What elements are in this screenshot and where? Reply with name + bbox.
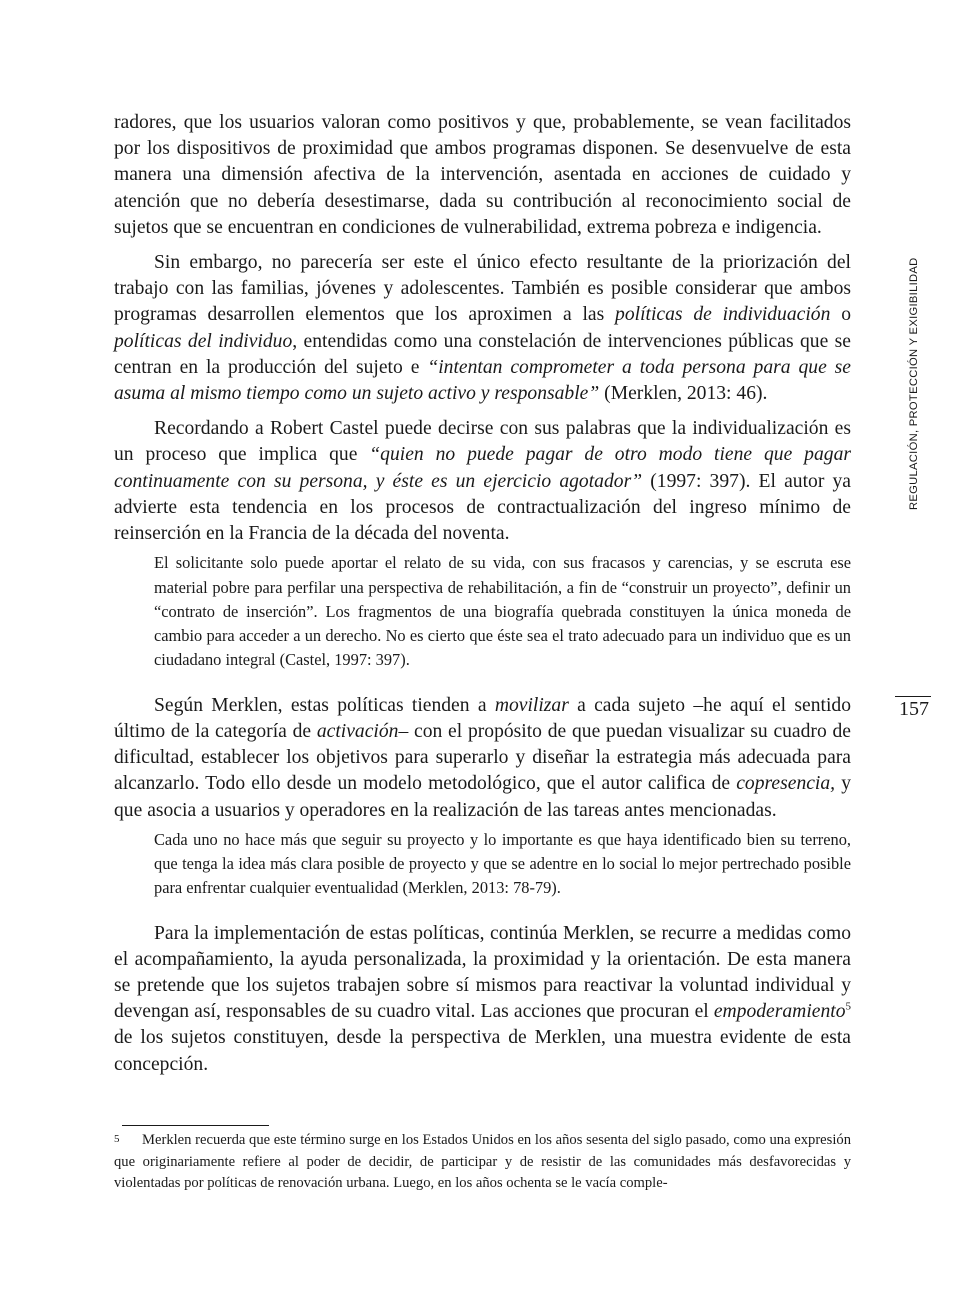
footnote-reference[interactable]: 5 — [845, 1000, 851, 1013]
block-quote-merklen: Cada uno no hace más que seguir su proyecto y lo importante es que haya identificado bien su terreno, que tenga la idea más clara posible de proyecto y que se adentre en lo social lo mejor pertrechado posible para enfrentar cualquier eventualidad (Merklen, 2013: 78-79). — [154, 829, 851, 898]
footnote-mark: 5 — [114, 1133, 120, 1145]
paragraph-4: Según Merklen, estas políticas tienden a movilizar a cada sujeto –he aquí el sentido último de la categoría de activación– con el propósito de que puedan visualizar su cuadro de dificultad, establecer los objetivos para superarlo y diseñar la estrategia más adecuada para alcanzarlo. Todo ello desde un modelo metodológico, que el autor califica de copresencia, y que asocia a usuarios y operadores en la realización de las tareas antes mencionadas. — [114, 694, 851, 821]
page-number: 157 — [899, 698, 929, 720]
italic-term: activación — [316, 720, 399, 742]
italic-quote: “quien no puede pagar de otro modo tiene que pagar continuamente con su persona, y éste es un ejercicio agotador” — [114, 444, 851, 492]
italic-quote: “intentan comprometer a toda persona para que se asuma al mismo tiempo como un sujeto activo y responsable” — [114, 356, 852, 405]
paragraph-3: Recordando a Robert Castel puede decirse con sus palabras que la individualización es un proceso que implica que “quien no puede pagar de otro modo tiene que pagar continuamente con su persona, y éste es un ejercicio agotador” (1997: 397). El autor ya advierte esta tendencia en los procesos de contractualización del ingreso mínimo de reinserción en la Francia de la década del noventa. — [114, 418, 851, 545]
running-header: REGULACIÓN, PROTECCIÓN Y EXIGIBILIDAD — [908, 257, 920, 510]
italic-term: políticas de individuación — [615, 304, 831, 326]
block-quote-castel: El solicitante solo puede aportar el relato de su vida, con sus fracasos y carencias, y se escruta ese material pobre para perfilar una perspectiva de rehabilitación, a fin de “construir un proyecto”, definir un “contrato de inserción”. Los fragmentos de una biografía quebrada constituyen la única moneda de cambio para acceder a un derecho. No es cierto que éste sea el trato adecuado para un individuo que es un ciudadano integral (Castel, 1997: 397). — [154, 553, 851, 670]
body-text — [114, 110, 851, 1078]
page-number-rule — [895, 696, 931, 697]
paragraph-2: Sin embargo, no parecería ser este el único efecto resultante de la priorización del trabajo con las familias, jóvenes y adolescentes. También es posible considerar que ambos programas desarrollen elementos que los aproximen a las políticas de individuación o políticas del individuo, entendidas como una constelación de intervenciones públicas que se centran en la producción del sujeto e “intentan comprometer a toda persona para que se asuma al mismo tiempo como un sujeto activo y responsable” (Merklen, 2013: 46). — [114, 252, 852, 405]
paragraph-5: Para la implementación de estas políticas, continúa Merklen, se recurre a medidas como el acompañamiento, la ayuda personalizada, la proximidad y la orientación. De esta manera se pretende que los sujetos trabajen sobre sí mismos para reactivar la voluntad individual y devengan así, responsables de su cuadro vital. Las acciones que procuran el empoderamiento$^5$ de los sujetos constituyen, desde la perspectiva de Merklen, una muestra evidente de esta concepción. — [114, 922, 851, 1075]
italic-term: copresencia, — [736, 773, 836, 795]
italic-term: políticas del individuo — [114, 330, 293, 352]
footnote — [114, 1130, 851, 1195]
italic-term: movilizar — [494, 694, 569, 716]
footnote-text: Merklen recuerda que este término surge en los Estados Unidos en los años sesenta del siglo pasado, como una expresión que originariamente refiere al poder de decidir, de participar y de resistir de las comunidades más desfavorecidas y violentadas por políticas de renovación urbana. Luego, en los años ochenta se le vacía comple- — [114, 1132, 851, 1192]
paragraph-1: radores, que los usuarios valoran como positivos y que, probablemente, se vean facilitados por los dispositivos de proximidad que ambos programas disponen. Se desenvuelve de esta manera una dimensión afectiva de la intervención, asentada en acciones de cuidado y atención que no debería desestimarse, dada su contribución al reconocimiento social de sujetos que se encuentran en condiciones de vulnerabilidad, extrema pobreza e indigencia. — [114, 112, 851, 238]
footnote-separator — [122, 1125, 269, 1126]
italic-term: empoderamiento — [713, 1001, 846, 1023]
